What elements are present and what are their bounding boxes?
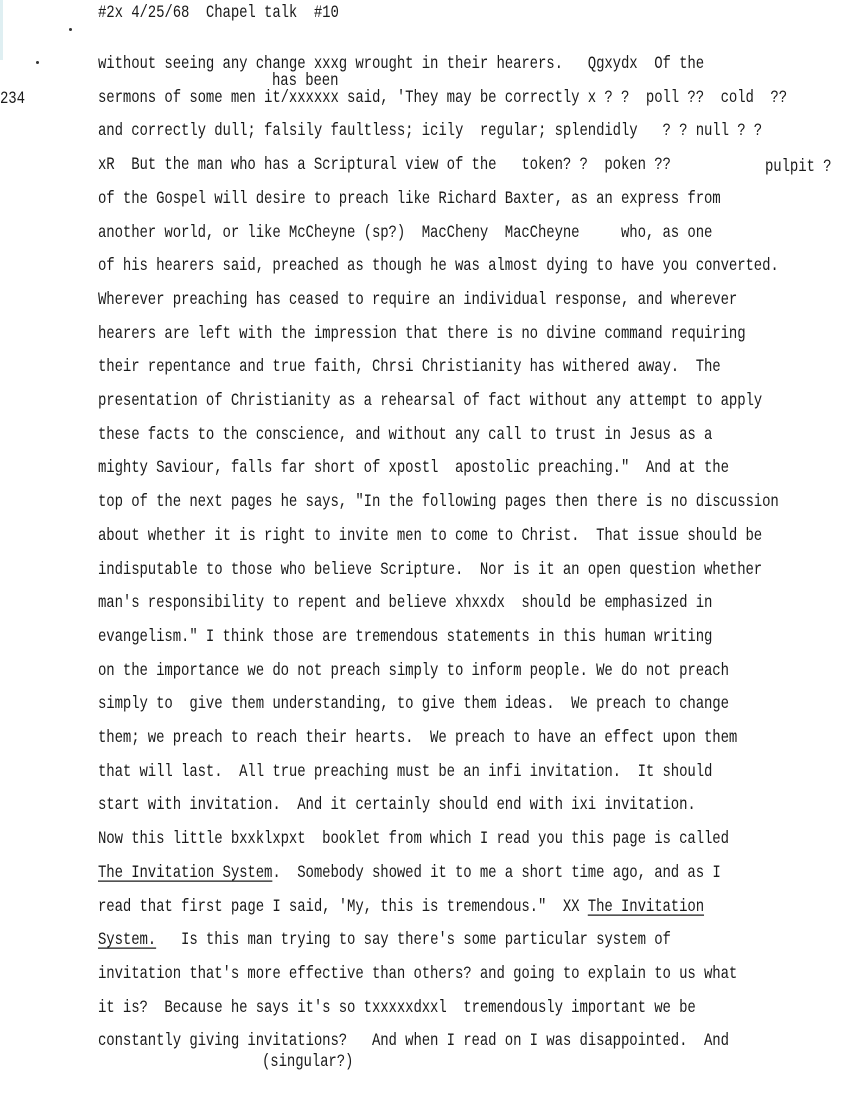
text-segment: man's responsibility to repent and believe xhxxdx should be emphasized in <box>98 593 713 614</box>
text-segment: hearers are left with the impression that there is no divine command requiring <box>98 323 746 344</box>
text-line <box>98 425 712 445</box>
text-line <box>98 526 762 546</box>
text-line <box>98 324 746 344</box>
text-segment: constantly giving invitations? And when I read on I was disappointed. And <box>98 1031 729 1052</box>
text-segment: on the importance we do not preach simply to inform people. We do not preach <box>98 660 729 681</box>
text-segment: invitation that's more effective than others? and going to explain to us what <box>98 963 738 984</box>
page-header: #2x 4/25/68 Chapel talk #10 <box>98 3 339 23</box>
text-line <box>98 863 721 883</box>
text-line <box>98 964 737 984</box>
text-line <box>98 88 787 108</box>
underlined-title: The Invitation <box>587 896 705 917</box>
text-segment: them; we preach to reach their hearts. We preach to have an effect upon them <box>98 728 738 748</box>
text-segment: start with invitation. And it certainly should end with ixi invitation. <box>98 795 696 816</box>
text-segment: another world, or like McCheyne (sp?) MacCheny MacCheyne who, as one <box>98 222 713 243</box>
bottom-insert: (singular?) <box>262 1052 354 1072</box>
text-line <box>98 121 762 141</box>
text-segment: indisputable to those who believe Scripture. Nor is it an open question whether <box>98 559 763 580</box>
text-line <box>98 189 721 209</box>
text-line <box>98 627 712 647</box>
text-line <box>98 357 721 377</box>
text-segment: evangelism." I think those are tremendous statements in this human writing <box>98 626 713 647</box>
text-line <box>98 391 762 411</box>
text-segment: simply to give them understanding, to give them ideas. We preach to change <box>98 694 729 715</box>
text-line <box>98 829 729 849</box>
text-segment: and correctly dull; falsily faultless; icily regular; splendidly ? ? null ? ? <box>98 121 763 142</box>
text-line <box>98 290 737 310</box>
text-line <box>98 492 779 512</box>
text-line <box>98 661 729 681</box>
text-segment: presentation of Christianity as a rehearsal of fact without any attempt to apply <box>98 391 763 411</box>
text-segment: Is this man trying to say there's some particular system of <box>156 930 671 951</box>
interlinear-insert: has been <box>272 71 339 91</box>
text-line <box>98 728 737 748</box>
text-segment: that will last. All true preaching must be an infi invitation. It should <box>98 761 713 782</box>
text-segment: sermons of some men it/xxxxxx said, 'They may be correctly x ? ? poll ?? cold ?? <box>98 87 788 108</box>
underlined-title: The Invitation System <box>98 862 273 883</box>
text-line <box>98 762 712 782</box>
underlined-title: System. <box>98 930 157 951</box>
text-line <box>98 930 671 950</box>
text-segment: of his hearers said, preached as though he was almost dying to have you converted. <box>98 256 779 277</box>
text-line <box>98 155 671 175</box>
text-segment: it is? Because he says it's so txxxxxdxxl tremendously important we be <box>98 997 696 1018</box>
text-segment: read that first page I said, 'My, this is tremendous." XX <box>98 896 588 917</box>
speck <box>69 28 72 31</box>
text-line <box>98 998 696 1018</box>
text-segment: Now this little bxxklxpxt booklet from which I read you this page is called <box>98 829 729 850</box>
right-margin-note: pulpit ? <box>765 157 832 177</box>
text-segment: Wherever preaching has ceased to require an individual response, and wherever <box>98 289 738 310</box>
text-segment: without seeing any change xxxg wrought in their hearers. Qgxydx Of the <box>98 54 705 74</box>
text-segment: mighty Saviour, falls far short of xpostl apostolic preaching." And at the <box>98 458 729 479</box>
text-line <box>98 223 712 243</box>
text-line <box>98 795 696 815</box>
margin-number: 234 <box>0 89 25 109</box>
text-line <box>98 593 712 613</box>
text-line <box>98 54 704 74</box>
scan-edge <box>0 0 3 60</box>
text-line <box>98 897 704 917</box>
text-line <box>98 256 779 276</box>
text-segment: top of the next pages he says, "In the following pages then there is no discussion <box>98 492 779 513</box>
text-line <box>98 694 729 714</box>
text-segment: these facts to the conscience, and without any call to trust in Jesus as a <box>98 424 713 445</box>
text-segment: their repentance and true faith, Chrsi Christianity has withered away. The <box>98 357 721 378</box>
text-line <box>98 560 762 580</box>
text-segment: . Somebody showed it to me a short time ago, and as I <box>272 862 721 883</box>
text-segment: xR But the man who has a Scriptural view of the token? ? poken ?? <box>98 155 671 176</box>
speck <box>36 61 39 64</box>
text-segment: of the Gospel will desire to preach like Richard Baxter, as an express from <box>98 188 721 209</box>
text-line <box>98 458 729 478</box>
text-segment: about whether it is right to invite men to come to Christ. That issue should be <box>98 525 763 546</box>
text-line <box>98 1031 729 1051</box>
